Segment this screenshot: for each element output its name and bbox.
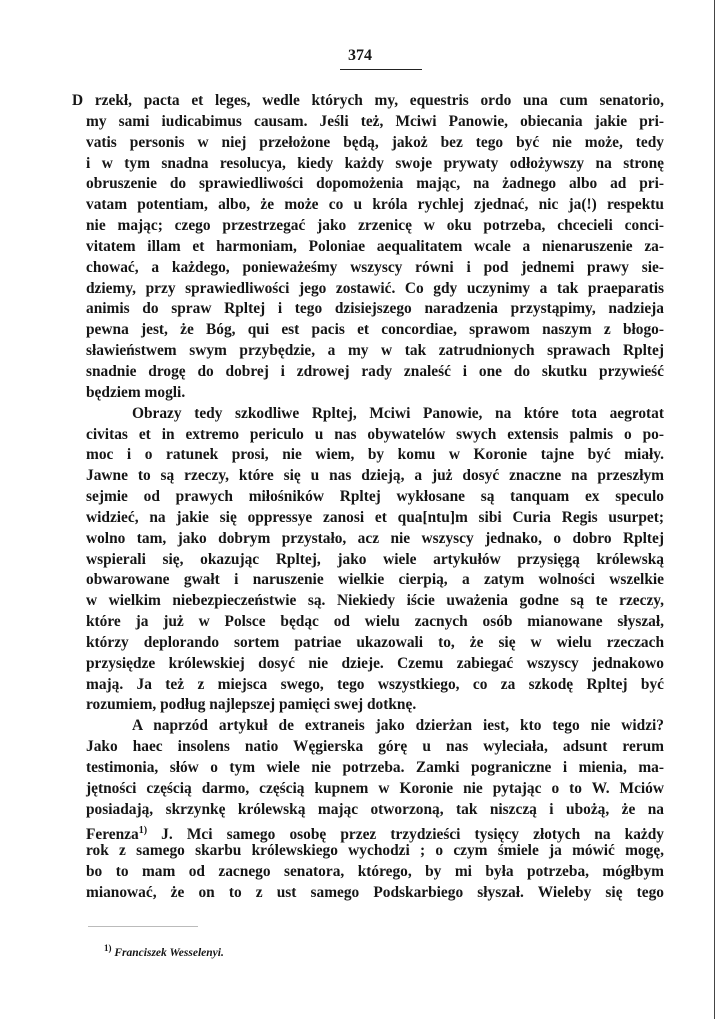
text-line: obwarowane gwałt i naruszenie wielkie cierpią, a zatym wolności wszelkie [86, 571, 664, 589]
text-line: które ja już w Polsce będąc od wielu zacnych osób mianowane słyszał, [86, 613, 664, 631]
text-line: będziem mogli. [86, 383, 186, 401]
text-line: vitatem illam et harmoniam, Poloniae aequalitatem wcale a nienaruszenie za- [86, 237, 664, 255]
text-line: przysiędze królewskiej dosyć nie dzieje. Czemu zabiegać wszyscy jednakowo [86, 654, 664, 672]
text-line: posiadają, skrzynkę królewską mając otworzoną, tak niszczą i ubożą, że na [86, 800, 664, 818]
text-line: wolno tam, jako dobrym przystało, acz nie wszyscy jednako, o dobro Rpltej [86, 529, 664, 547]
text-fragment: J. Mci samego osobę przez trzydzieści tysięcy złotych na każdy [161, 825, 664, 843]
text-line: moc i o ratunek prosi, nie wiem, by komu w Koronie tajne być miały. [86, 446, 664, 464]
page-edge-line [714, 0, 715, 1019]
text-line: widzieć, na jakie się oppressye zanosi et qua[ntu]m sibi Curia Regis usurpet; [86, 508, 664, 526]
text-line: testimonia, słów o tym wiele nie potrzeba. Zamki pograniczne i mienia, ma- [86, 759, 664, 776]
footnote-marker: 1) [104, 943, 112, 953]
footnote-text: Franciszek Wesselenyi. [114, 946, 224, 959]
text-line: A naprzód artykuł de extraneis jako dzierżan iest, kto tego nie widzi? [132, 717, 664, 735]
text-line: pewna jest, że Bóg, qui est pacis et concordiae, sprawom naszym z błogo- [86, 321, 664, 339]
text-line: mają. Ja też z miejsca swego, tego wszystkiego, co za szkodę Rpltej być [86, 675, 664, 693]
text-line: my sami iudicabimus causam. Jeśli też, Mciwi Panowie, obiecania jakie pri- [86, 112, 664, 130]
body-text [72, 91, 664, 904]
text-line: civitas et in extremo periculo u nas obywatelów swych extensis palmis o po- [86, 425, 664, 443]
text-line: vatam potentiam, albo, że może co u króla rychlej zjednać, nic ja(!) respektu [86, 196, 664, 214]
text-line: jętności częścią darmo, częścią kupnem w Koronie nie pytając o to W. Mciów [86, 779, 664, 797]
text-line: Obrazy tedy szkodliwe Rpltej, Mciwi Panowie, na które tota aegrotat [132, 404, 664, 422]
text-line: obruszenie do sprawiedliwości dopomożenia mając, na żadnego albo ad pri- [86, 175, 664, 193]
text-line: animis do spraw Rpltej i tego dzisiejszego naradzenia przystąpimy, nadzieja [86, 300, 664, 318]
text-line: sejmie od prawych miłośników Rpltej wykłosane są tanquam ex speculo [86, 488, 664, 506]
text-line: mianować, że on to z ust samego Podskarbiego słyszał. Wieleby się tego [86, 884, 664, 902]
text-line: rok z samego skarbu królewskiego wychodzi ; o czym śmiele ja mówić mogę, [86, 842, 664, 860]
page-number: 374 [348, 47, 372, 64]
footnote [104, 943, 224, 959]
text-line: Jako haec insolens natio Węgierska górę u nas wyleciała, adsunt rerum [86, 738, 664, 756]
text-line: bo to mam od zacnego senatora, którego, by mi była potrzeba, mógłbym [86, 863, 664, 881]
text-line: vatis personis w niej przełożone będą, jakoż bez tego być nie może, tedy [86, 133, 664, 151]
text-line-with-footnote-ref [86, 821, 664, 842]
text-fragment: Ferenza [86, 825, 139, 843]
text-line: D rzekł, pacta et leges, wedle których my, equestris ordo una cum senatorio, [72, 92, 664, 109]
text-line: wspierali się, okazując Rpltej, jako wiele artykułów przysięgą królewską [86, 550, 664, 568]
text-line: chować, a każdego, ponieważeśmy wszyscy równi i pod jednemi prawy sie- [86, 258, 664, 276]
text-line: w wielkim niebezpieczeństwie są. Niekiedy iście uważenia godne są te rzeczy, [86, 592, 664, 610]
text-line: snadnie drogę do dobrej i zdrowej rady znaleść i one do skutku przywieść [86, 362, 664, 380]
footnote-reference[interactable]: 1) [138, 824, 148, 836]
text-line: rozumiem, podług najlepszej pamięci swej dotknę. [86, 696, 417, 714]
text-line: i w tym snadna resolucya, kiedy każdy swoje prywaty odłożywszy na stronę [86, 154, 664, 172]
text-line: nie mając; czego przestrzegać jako zrzenicę w oku potrzeba, chcecieli conci- [86, 217, 664, 235]
text-line: sławieństwem swym przybędzie, a my w tak zatrudnionych sprawach Rpltej [86, 342, 664, 360]
text-line: Jawne to są rzeczy, które się u nas dzieją, a już dosyć znaczne na przeszłym [86, 467, 664, 485]
footnote-rule [88, 926, 198, 927]
page-number-rule [340, 69, 422, 70]
text-line: dziemy, przy sprawiedliwości jego zostawić. Co gdy uczynimy a tak praeparatis [86, 279, 664, 297]
text-line: którzy deplorando sortem patriae ukazowali to, że się w wielu rzeczach [86, 633, 664, 651]
